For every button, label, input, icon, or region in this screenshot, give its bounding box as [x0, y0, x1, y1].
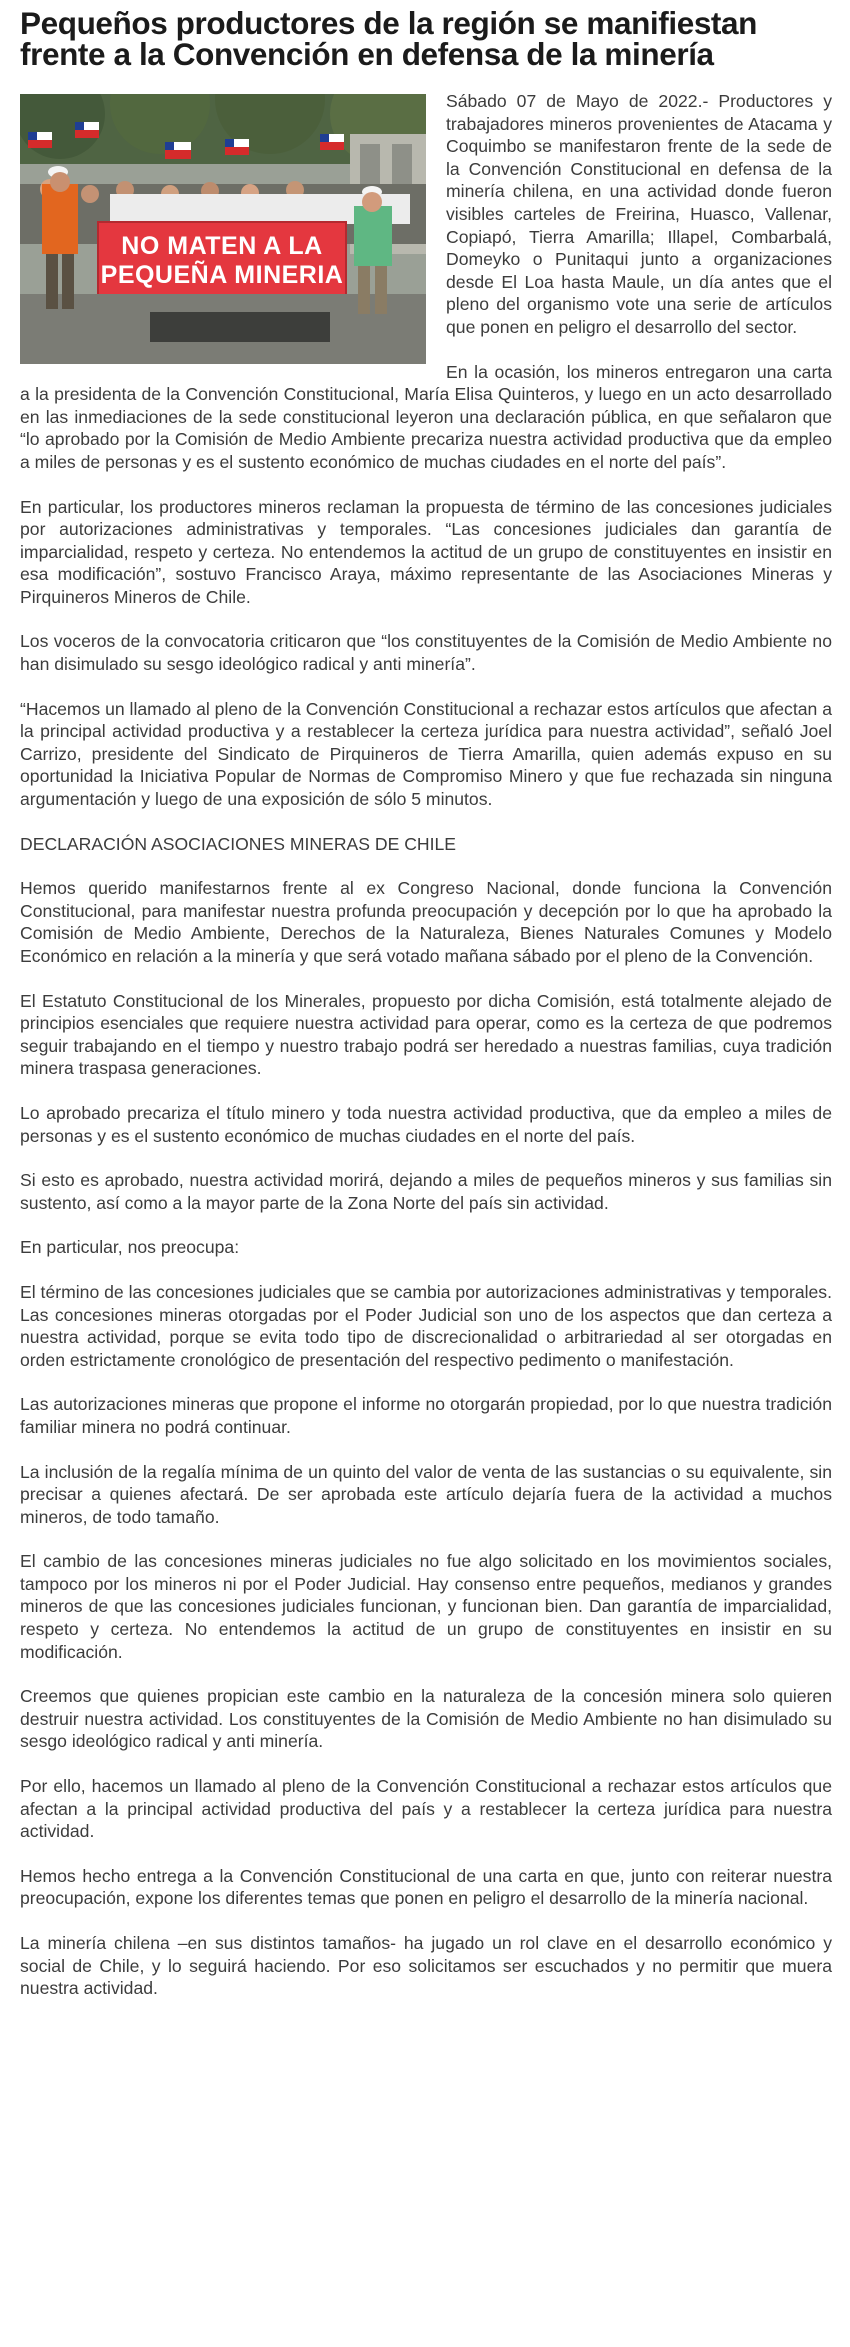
declaration-paragraph: El término de las concesiones judiciales que se cambia por autorizaciones administrativas y temporales. Las concesiones mineras otorgadas por el Poder Judicial son uno de los aspectos que dan certeza a nuestra actividad, porque se evita todo tipo de discrecionalidad o arbitrariedad al ser otorgadas en orden estrictamente cronológico de presentación del respectivo pedimento o manifestación.	[20, 1281, 832, 1370]
declaration-paragraph: Creemos que quienes propician este cambio en la naturaleza de la concesión minera solo quieren destruir nuestra actividad. Los constituyentes de la Comisión de Medio Ambiente no han disimulado su sesgo ideológico radical y anti minería.	[20, 1686, 832, 1752]
paragraph: En la ocasión, los mineros entregaron una carta a la presidenta de la Convención Constitucional, María Elisa Quinteros, y luego en un acto desarrollado en las inmediaciones de la sede constitucional leyeron una declaración pública, en que señalaron que “lo aprobado por la Comisión de Medio Ambiente precariza nuestra actividad productiva que da empleo a miles de personas y es el sustento económico de muchas ciudades en el norte del país”.	[20, 361, 832, 472]
protest-scene-illustration	[20, 94, 426, 364]
declaration-paragraph: Las autorizaciones mineras que propone el informe no otorgarán propiedad, por lo que nuestra tradición familiar minera no podrá continuar.	[20, 1394, 832, 1437]
paragraph: Los voceros de la convocatoria criticaron que “los constituyentes de la Comisión de Medio Ambiente no han disimulado su sesgo ideológico radical y anti minería”.	[20, 631, 832, 675]
banner-slogan: NO MATEN A LA PEQUEÑA MINERIA	[100, 232, 344, 289]
declaration-paragraph: Lo aprobado precariza el título minero y toda nuestra actividad productiva, que da empleo a miles de personas y es el sustento económico de muchas ciudades en el norte del país.	[20, 1102, 832, 1146]
section-heading: DECLARACIÓN ASOCIACIONES MINERAS DE CHILE	[20, 833, 457, 854]
protest-photo	[20, 94, 426, 364]
declaration-paragraph: Si esto es aprobado, nuestra actividad morirá, dejando a miles de pequeños mineros y sus familias sin sustento, así como a la mayor parte de la Zona Norte del país sin actividad.	[20, 1170, 832, 1213]
article-title: Pequeños productores de la región se manifiestan frente a la Convención en defensa de la minería	[20, 5, 757, 72]
article	[20, 5, 832, 2022]
declaration-paragraph: La minería chilena –en sus distintos tamaños- ha jugado un rol clave en el desarrollo económico y social de Chile, y lo seguirá haciendo. Por eso solicitamos ser escuchados y no permitir que muera nuestra actividad.	[20, 1933, 832, 1999]
declaration-paragraph: En particular, nos preocupa:	[20, 1237, 240, 1258]
declaration-paragraph: El cambio de las concesiones mineras judiciales no fue algo solicitado en los movimientos sociales, tampoco por los mineros ni por el Poder Judicial. Hay consenso entre pequeños, medianos y grandes mineros de que las concesiones judiciales funcionan, y funcionan bien. Dan garantía de imparcialidad, respeto y certeza. No entendemos la actitud de un grupo de constituyentes en insistir en su modificación.	[20, 1551, 832, 1662]
declaration-paragraph: Hemos querido manifestarnos frente al ex Congreso Nacional, donde funciona la Convención Constitucional, para manifestar nuestra profunda preocupación y decepción por lo que ha aprobado la Comisión de Medio Ambiente, Derechos de la Naturaleza, Bienes Naturales Comunes y Modelo Económico en relación a la minería y que será votado mañana sábado por el pleno de la Convención.	[20, 878, 832, 966]
paragraph: En particular, los productores mineros reclaman la propuesta de término de las concesiones judiciales por autorizaciones administrativas y temporales. “Las concesiones judiciales dan garantía de imparcialidad, respeto y certeza. No entendemos la actitud de un grupo de constituyentes en insistir en esa modificación”, sostuvo Francisco Araya, máximo representante de las Asociaciones Mineras y Pirquineros Mineros de Chile.	[20, 496, 832, 607]
declaration-paragraph: Hemos hecho entrega a la Convención Constitucional de una carta en que, junto con reiterar nuestra preocupación, expone los diferentes temas que ponen en peligro el desarrollo de la minería nacional.	[20, 1865, 832, 1909]
declaration-paragraph: El Estatuto Constitucional de los Minerales, propuesto por dicha Comisión, está totalmente alejado de principios esenciales que requiere nuestra actividad para operar, como es la certeza de que podremos seguir trabajando en el tiempo y nuestro trabajo podrá ser heredado a nuestras familias, cuya tradición minera traspasa generaciones.	[20, 990, 832, 1079]
paragraph-lead: Sábado 07 de Mayo de 2022.- Productores y trabajadores mineros provenientes de Atacama y Coquimbo se manifestaron frente de la sede de la Convención Constitucional en defensa de la minería chilena, en una actividad donde fueron visibles carteles de Freirina, Huasco, Vallenar, Copiapó, Tierra Amarilla; Illapel, Combarbalá, Domeyko o Punitaqui junto a organizaciones desde El Loa hasta Maule, un día antes que el pleno del organismo vote una serie de artículos que ponen en peligro el desarrollo del sector.	[446, 91, 832, 337]
declaration-paragraph: La inclusión de la regalía mínima de un quinto del valor de venta de las sustancias o su equivalente, sin precisar a quienes afectará. De ser aprobada este artículo dejaría fuera de la actividad a muchos mineros, de todo tamaño.	[20, 1461, 832, 1527]
declaration-paragraph: Por ello, hacemos un llamado al pleno de la Convención Constitucional a rechazar estos artículos que afectan a la principal actividad productiva del país y a restablecer la certeza jurídica para nuestra actividad.	[20, 1776, 832, 1842]
paragraph: “Hacemos un llamado al pleno de la Convención Constitucional a rechazar estos artículos que afectan a la principal actividad productiva y a restablecer la certeza jurídica para nuestra actividad”, señaló Joel Carrizo, presidente del Sindicato de Pirquineros de Tierra Amarilla, quien además expuso en su oportunidad la Iniciativa Popular de Normas de Compromiso Minero y que fue rechazada sin ninguna argumentación y luego de una exposición de sólo 5 minutos.	[20, 698, 832, 810]
